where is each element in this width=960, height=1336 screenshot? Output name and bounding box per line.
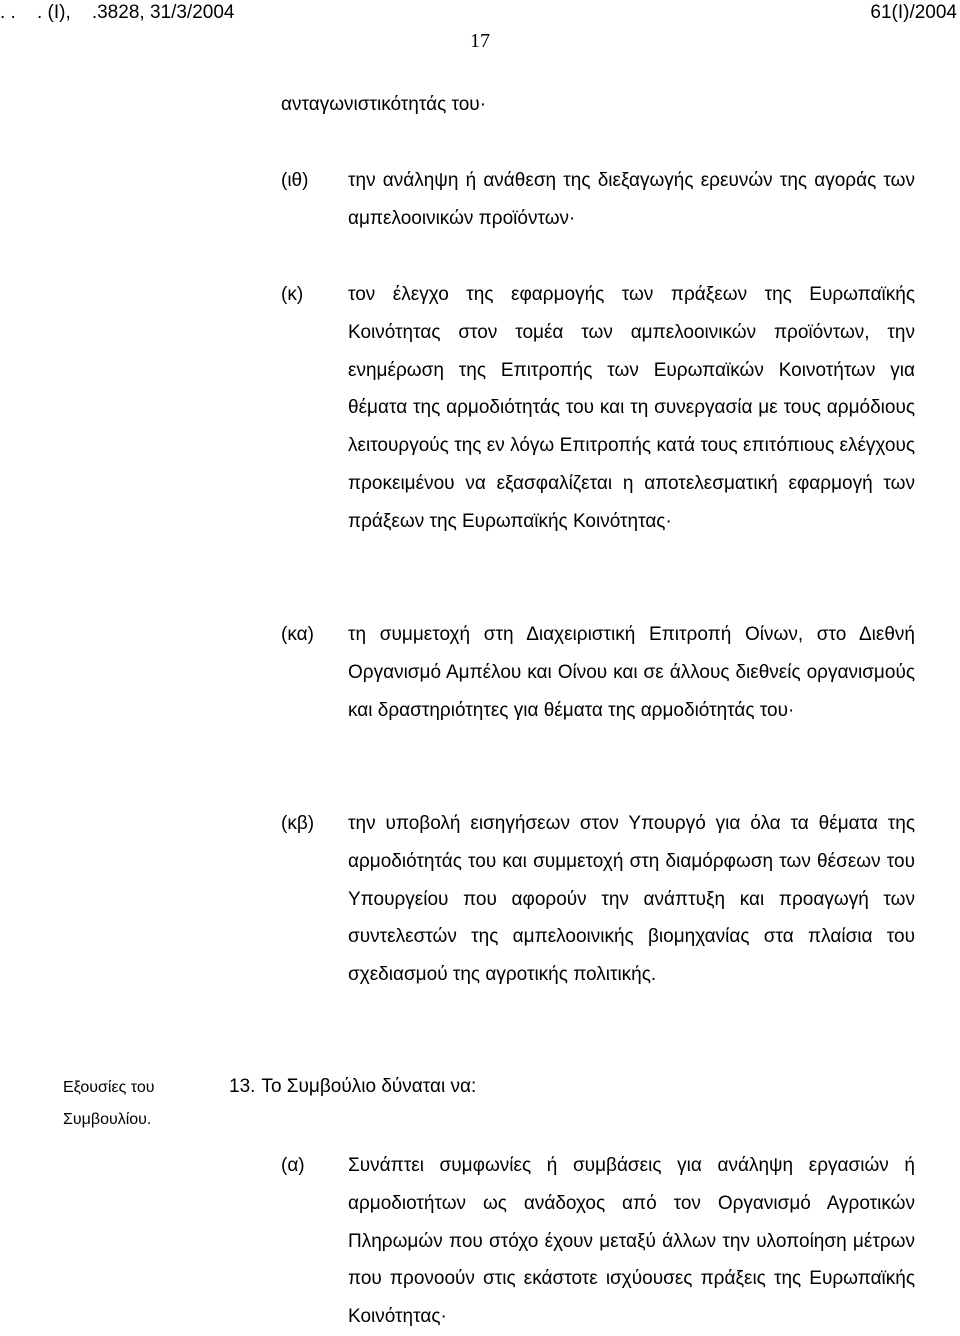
list-item-a [281, 1147, 915, 1336]
margin-note: Εξουσίες του Συμβουλίου. [63, 1079, 155, 1128]
list-item-ith [281, 162, 915, 238]
continued-text-line: ανταγωνιστικότητάς του· [281, 94, 487, 115]
item-text: την ανάληψη ή ανάθεση της διεξαγωγής ερευνών της αγοράς των αμπελοοινικών προϊόντων· [348, 170, 915, 229]
item-text: Συνάπτει συμφωνίες ή συμβάσεις για ανάληψη εργασιών ή αρμοδιοτήτων ως ανάδοχος από τον Οργανισμό Αγροτικών Πληρωμών που στόχο έχουν μεταξύ άλλων την υλοποίηση μέτρων που προνοούν στις εκάστοτε ισχύουσες πράξεις της Ευρωπαϊκής Κοινότητας· [348, 1155, 915, 1328]
law-number: 61(Ι)/2004 [870, 2, 957, 23]
section-heading [229, 1076, 476, 1098]
list-item-ka [281, 616, 915, 729]
page-number: 17 [470, 30, 490, 52]
item-text: την υποβολή εισηγήσεων στον Υπουργό για όλα τα θέματα της αρμοδιότητάς του και συμμετοχή στη διαμόρφωση των θέσεων του Υπουργείου που αφορούν την ανάπτυξη και προαγωγή των συντελεστών της αμπελοοινικής βιομηχανίας στα πλαίσια του σχεδιασμού της αγροτικής πολιτικής. [348, 813, 915, 986]
item-label: (κ) [281, 284, 304, 305]
item-text: τη συμμετοχή στη Διαχειριστική Επιτροπή Οίνων, στο Διεθνή Οργανισμό Αμπέλου και Οίνου και σε άλλους διεθνείς οργανισμούς και δραστηριότητες για θέματα της αρμοδιότητάς του· [348, 624, 915, 721]
section-text: Το Συμβούλιο δύναται να: [261, 1076, 477, 1097]
section-number: 13. [229, 1076, 256, 1097]
item-label: (κα) [281, 624, 314, 645]
item-label: (ιθ) [281, 170, 309, 191]
item-label: (α) [281, 1155, 305, 1176]
gazette-reference: . . . (Ι), .3828, 31/3/2004 [0, 2, 235, 23]
item-text: τον έλεγχο της εφαρμογής των πράξεων της Ευρωπαϊκής Κοινότητας στον τομέα των αμπελοοινικών προϊόντων, την ενημέρωση της Επιτροπής των Ευρωπαϊκών Κοινοτήτων για θέματα της αρμοδιότητάς του και τη συνεργασία με τους αρμόδιους λειτουργούς της εν λόγω Επιτροπής κατά τους επιτόπιους ελέγχους προκειμένου να εξασφαλίζεται η αποτελεσματική εφαρμογή των πράξεων της Ευρωπαϊκής Κοινότητας· [348, 284, 915, 532]
list-item-k [281, 276, 915, 541]
list-item-kb [281, 805, 915, 994]
item-label: (κβ) [281, 813, 315, 834]
